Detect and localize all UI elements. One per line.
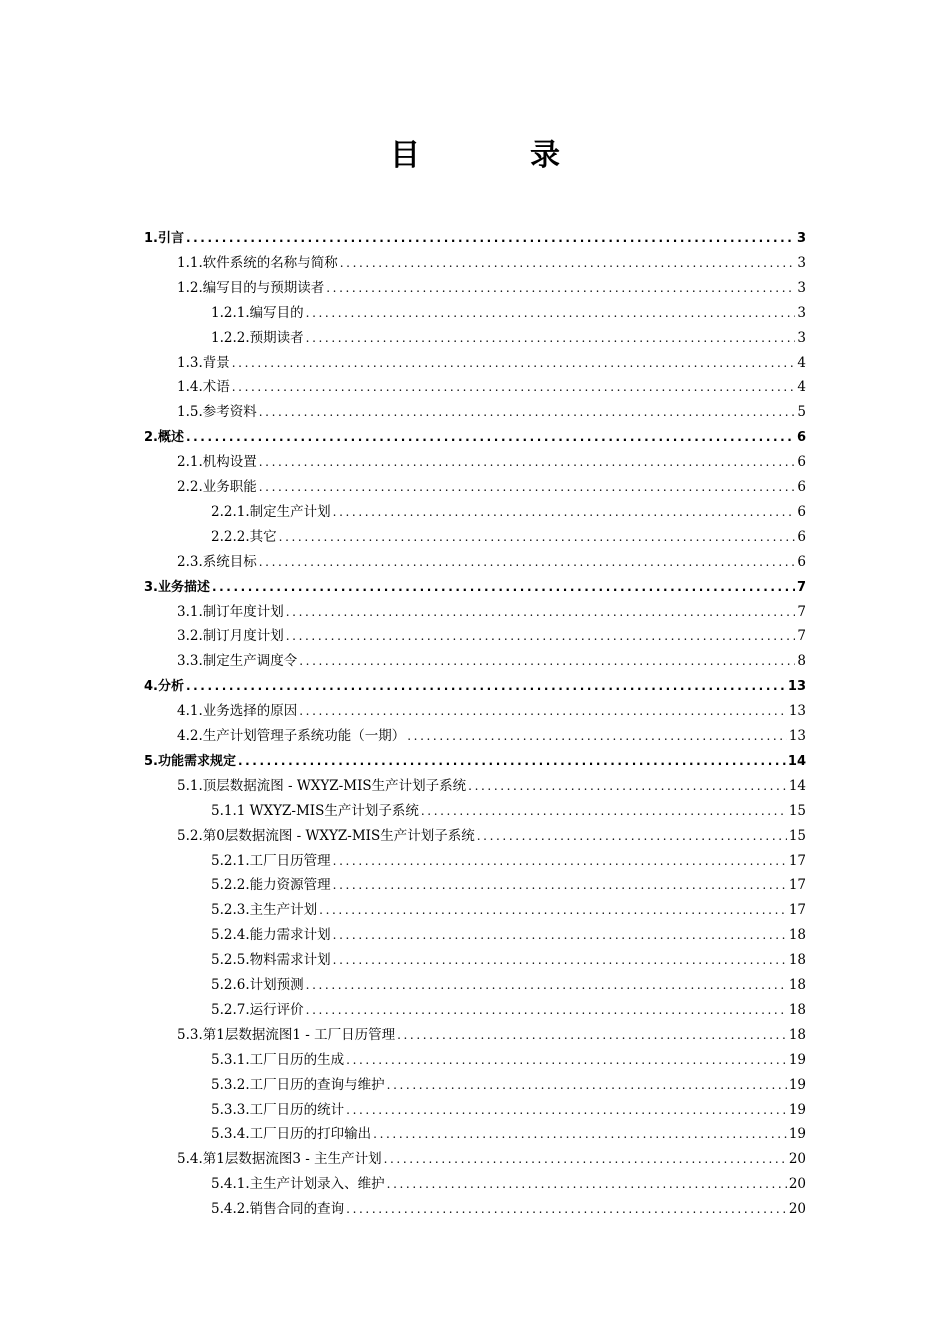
toc-entry-page-number: 17 [788,852,806,869]
toc-entry[interactable] [177,600,806,624]
toc-entry-page-number: 18 [788,1001,806,1018]
toc-entry-label: 3.1.制订年度计划 [177,603,284,620]
toc-entry-page-number: 18 [788,927,806,944]
toc-entry[interactable] [211,326,806,350]
toc-entry[interactable] [211,500,806,524]
toc-entry-label: 5.4.第1层数据流图3 - 主生产计划 [177,1151,382,1168]
toc-entry-label: 1.2.2.预期读者 [211,329,304,346]
toc-entry-label: 5.2.3.主生产计划 [211,902,318,919]
toc-leader-dots [306,973,787,997]
toc-leader-dots [333,849,787,873]
toc-entry-page-number: 19 [788,1076,806,1093]
toc-entry-label: 5.2.第0层数据流图 - WXYZ-MIS生产计划子系统 [177,827,475,844]
toc-leader-dots [373,1122,787,1146]
toc-entry-page-number: 4 [797,354,806,371]
toc-entry[interactable] [177,824,806,848]
toc-entry-page-number: 3 [796,231,806,246]
title-char-1: 目 [390,138,420,173]
toc-entry-page-number: 6 [797,553,806,570]
toc-entry-label: 2.概述 [144,430,184,446]
toc-entry-page-number: 13 [788,728,806,744]
toc-entry-page-number: 6 [797,528,806,545]
toc-leader-dots [468,774,787,798]
toc-entry-label: 3.业务描述 [144,579,210,595]
toc-entry-page-number: 13 [788,703,806,720]
toc-entry-label: 2.2.1.制定生产计划 [211,503,331,520]
toc-entry-label: 3.3.制定生产调度令 [177,653,298,670]
toc-leader-dots [333,923,787,947]
toc-entry[interactable] [177,251,806,275]
toc-entry-label: 4.2.生产计划管理子系统功能（一期） [177,728,406,744]
toc-entry-label: 5.2.5.物料需求计划 [211,952,331,969]
toc-entry[interactable] [211,1098,806,1122]
toc-entry-page-number: 14 [788,777,806,794]
toc-entry-page-number: 7 [796,579,806,595]
toc-entry-page-number: 19 [788,1126,806,1143]
toc-entry[interactable] [177,550,806,574]
toc-leader-dots [259,475,796,499]
toc-entry-label: 4.分析 [144,679,184,695]
toc-entry-label: 5.2.7.运行评价 [211,1001,304,1018]
toc-entry[interactable] [211,1172,806,1196]
toc-leader-dots [477,824,787,848]
toc-leader-dots [286,624,796,648]
toc-entry-label: 5.2.1.工厂日历管理 [211,852,331,869]
toc-leader-dots [346,1098,787,1122]
toc-entry-page-number: 6 [796,430,806,446]
toc-entry-page-number: 20 [788,1201,806,1218]
toc-entry[interactable] [177,450,806,474]
toc-entry-label: 5.4.2.销售合同的查询 [211,1201,345,1218]
toc-entry-label: 1.2.1.编写目的 [211,304,304,321]
toc-entry[interactable] [211,525,806,549]
toc-leader-dots [397,1023,787,1047]
toc-entry-page-number: 17 [788,902,806,919]
toc-entry-page-number: 5 [797,404,806,421]
toc-entry-label: 5.功能需求规定 [144,753,236,769]
toc-entry[interactable] [211,1048,806,1072]
toc-leader-dots [259,550,796,574]
toc-entry-label: 5.3.3.工厂日历的统计 [211,1101,345,1118]
toc-leader-dots [299,649,795,673]
toc-leader-dots [259,450,796,474]
title-char-2: 录 [530,138,560,173]
toc-entry[interactable] [177,774,806,798]
toc-entry-page-number: 4 [797,379,806,396]
toc-entry-page-number: 8 [797,653,806,670]
toc-leader-dots [384,1147,787,1171]
toc-entry-page-number: 19 [788,1101,806,1118]
toc-leader-dots [346,1048,787,1072]
toc-leader-dots [186,674,786,698]
toc-entry-page-number: 14 [787,753,806,769]
toc-entry[interactable] [211,873,806,897]
toc-entry[interactable] [211,923,806,947]
toc-entry[interactable] [177,475,806,499]
toc-entry-label: 5.2.6.计划预测 [211,977,304,993]
toc-entry-page-number: 7 [797,603,806,620]
toc-entry-page-number: 3 [797,329,806,346]
toc-leader-dots [333,500,796,524]
toc-entry[interactable] [177,649,806,673]
toc-entry[interactable] [144,575,806,599]
toc-entry[interactable] [211,948,806,972]
toc-entry[interactable] [211,1197,806,1221]
toc-entry[interactable] [177,276,806,300]
toc-leader-dots [326,276,795,300]
toc-entry[interactable] [177,624,806,648]
toc-entry[interactable] [177,400,806,424]
toc-entry-label: 5.3.1.工厂日历的生成 [211,1051,345,1068]
toc-entry[interactable] [177,699,806,723]
toc-entry-page-number: 3 [797,304,806,321]
toc-entry-page-number: 3 [797,279,806,296]
toc-leader-dots [238,749,786,773]
toc-entry-label: 5.2.2.能力资源管理 [211,877,331,894]
toc-leader-dots [340,251,796,275]
toc-entry-label: 2.1.机构设置 [177,454,257,471]
toc-entry-label: 5.1.顶层数据流图 - WXYZ-MIS生产计划子系统 [177,777,467,794]
toc-entry-label: 2.2.业务职能 [177,479,257,495]
toc-entry-page-number: 17 [788,877,806,894]
toc-entry-label: 1.4.术语 [177,379,230,396]
toc-leader-dots [319,898,787,922]
toc-entry-page-number: 18 [788,1026,806,1043]
toc-leader-dots [346,1197,787,1221]
toc-entry-label: 5.3.第1层数据流图1 - 工厂日历管理 [177,1026,396,1043]
toc-entry-label: 1.5.参考资料 [177,404,257,421]
page-title [0,130,950,174]
toc-leader-dots [232,375,796,399]
toc-entry-page-number: 20 [788,1176,806,1193]
toc-entry-label: 1.引言 [144,231,184,246]
toc-entry[interactable] [177,1023,806,1047]
toc-entry-label: 5.4.1.主生产计划录入、维护 [211,1176,385,1193]
toc-leader-dots [232,351,796,375]
toc-leader-dots [186,425,795,449]
toc-entry-label: 5.1.1 WXYZ-MIS生产计划子系统 [211,802,419,819]
toc-entry-page-number: 6 [797,503,806,520]
toc-leader-dots [286,600,796,624]
toc-leader-dots [279,525,796,549]
toc-leader-dots [259,400,796,424]
toc-entry-page-number: 18 [788,952,806,969]
toc-entry[interactable] [211,898,806,922]
toc-entry[interactable] [177,724,806,748]
toc-entry-page-number: 6 [797,479,806,495]
toc-leader-dots [306,998,787,1022]
toc-entry[interactable] [211,973,806,997]
toc-entry[interactable] [144,425,806,449]
toc-entry-page-number: 6 [797,454,806,471]
toc-entry-label: 1.2.编写目的与预期读者 [177,279,325,296]
toc-entry-label: 5.2.4.能力需求计划 [211,927,331,944]
toc-entry-label: 3.2.制订月度计划 [177,628,284,645]
toc-entry-page-number: 19 [788,1051,806,1068]
toc-entry[interactable] [211,1073,806,1097]
toc-entry[interactable] [144,226,806,250]
toc-entry[interactable] [211,849,806,873]
toc-entry-label: 4.1.业务选择的原因 [177,703,298,720]
toc-entry-page-number: 18 [788,977,806,993]
toc-leader-dots [306,326,796,350]
toc-entry[interactable] [211,301,806,325]
toc-leader-dots [333,873,787,897]
toc-entry-page-number: 15 [788,827,806,844]
toc-entry-page-number: 15 [788,802,806,819]
toc-entry[interactable] [144,749,806,773]
toc-leader-dots [407,724,787,748]
toc-leader-dots [333,948,787,972]
toc-entry-page-number: 20 [788,1151,806,1168]
toc-leader-dots [306,301,796,325]
toc-entry-label: 2.3.系统目标 [177,553,257,570]
toc-leader-dots [421,799,787,823]
toc-leader-dots [387,1073,787,1097]
toc-leader-dots [186,226,795,250]
toc-leader-dots [387,1172,787,1196]
toc-entry[interactable] [211,799,806,823]
toc-entry[interactable] [211,1122,806,1146]
toc-entry[interactable] [177,375,806,399]
toc-entry-label: 1.3.背景 [177,354,230,371]
toc-entry-label: 5.3.2.工厂日历的查询与维护 [211,1076,385,1093]
toc-entry-page-number: 7 [797,628,806,645]
toc-entry-page-number: 3 [797,254,806,271]
toc-entry[interactable] [144,674,806,698]
toc-entry[interactable] [177,1147,806,1171]
toc-entry-page-number: 13 [787,679,806,695]
toc-leader-dots [299,699,787,723]
toc-leader-dots [212,575,795,599]
toc-entry[interactable] [177,351,806,375]
toc-entry-label: 5.3.4.工厂日历的打印输出 [211,1126,372,1143]
toc-entry-label: 2.2.2.其它 [211,528,277,545]
toc-entry[interactable] [211,998,806,1022]
toc-entry-label: 1.1.软件系统的名称与简称 [177,254,338,271]
